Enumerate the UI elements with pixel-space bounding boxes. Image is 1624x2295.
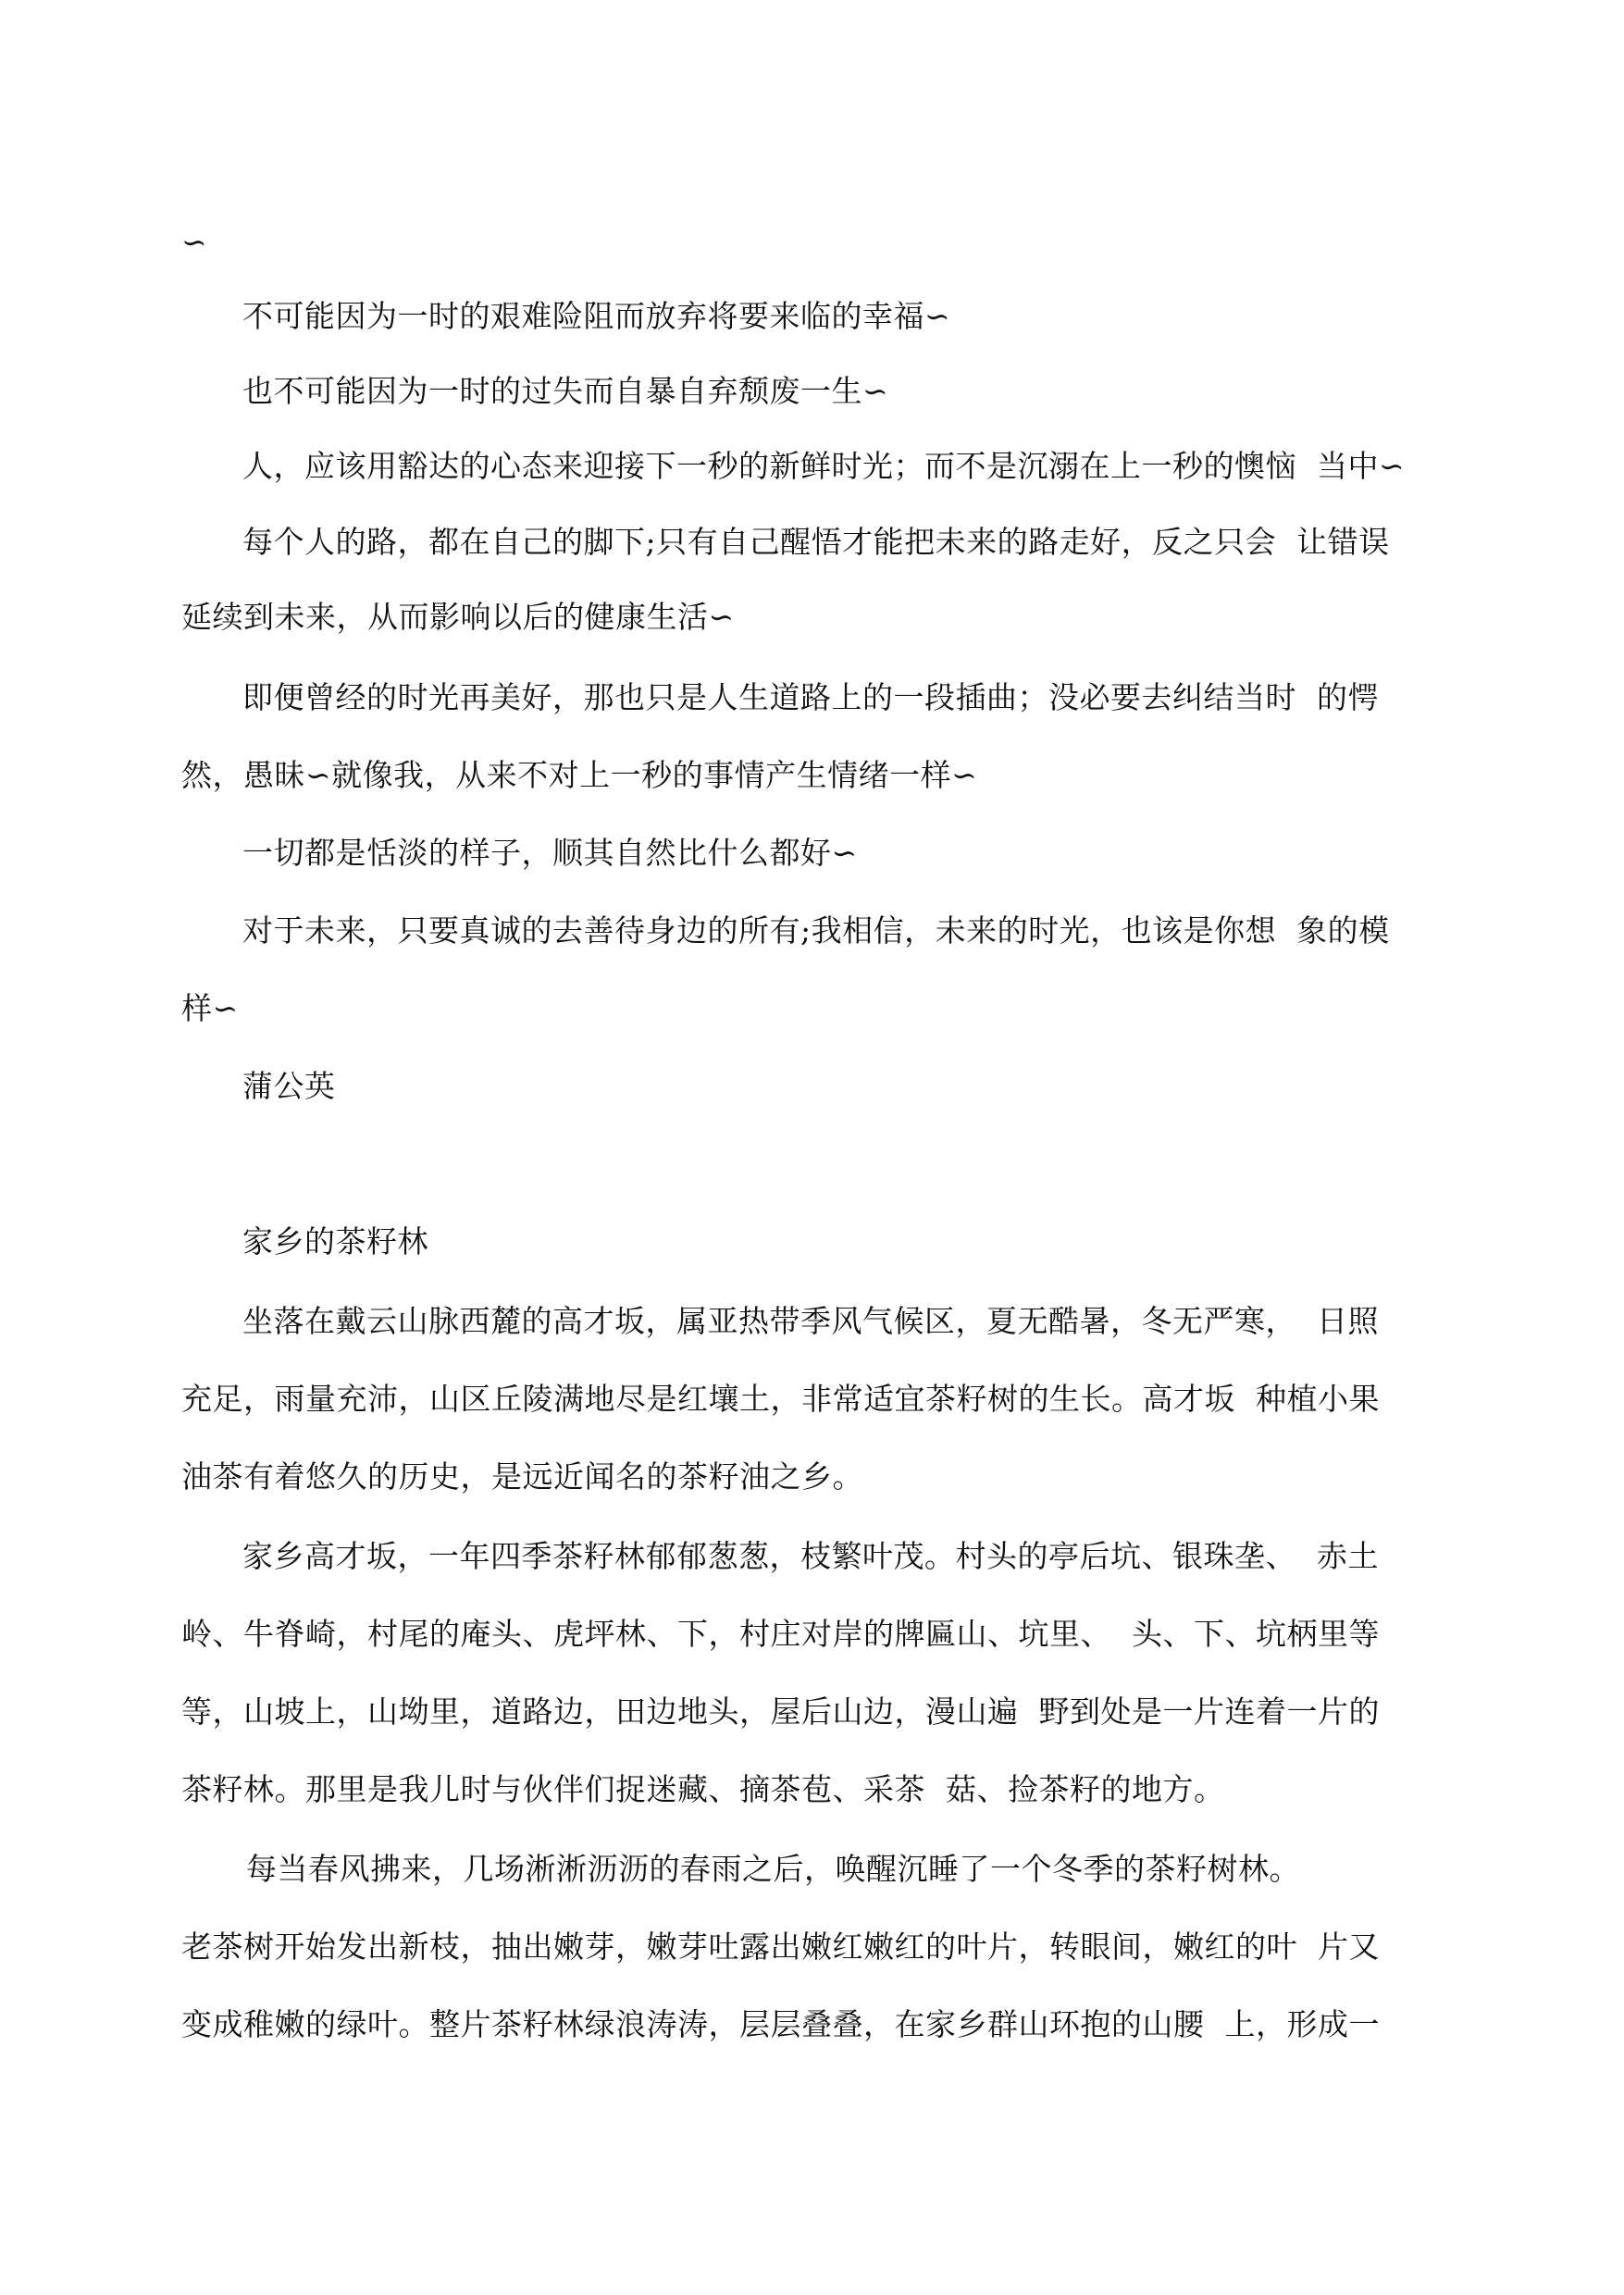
text-line: 变成稚嫩的绿叶。整片茶籽林绿浪涛涛，层层叠叠，在家乡群山环抱的山腰 上，形成一 [181, 2006, 1380, 2042]
text-line: 样∽ [181, 990, 239, 1026]
text-line: 家乡高才坂，一年四季茶籽林郁郁葱葱，枝繁叶茂。村头的亭后坑、银珠垄、 赤土 [242, 1538, 1379, 1574]
text-line: 延续到未来，从而影响以后的健康生活∽ [181, 599, 735, 635]
text-line: 坐落在戴云山脉西麓的高才坂，属亚热带季风气候区，夏无酷暑，冬无严寒， 日照 [242, 1303, 1379, 1339]
text-line: 每当春风拂来，几场淅淅沥沥的春雨之后，唤醒沉睡了一个冬季的茶籽树林。 [246, 1851, 1300, 1887]
text-line: 然，愚昧∽就像我，从来不对上一秒的事情产生情绪一样∽ [181, 757, 978, 793]
text-line: 茶籽林。那里是我儿时与伙伴们捉迷藏、摘茶苞、采茶 菇、捡茶籽的地方。 [181, 1771, 1225, 1807]
signature-line: 蒲公英 [242, 1068, 336, 1104]
text-line: 岭、牛脊崎，村尾的庵头、虎坪林、下，村庄对岸的牌匾山、坑里、 头、下、坑柄里等 [181, 1616, 1380, 1652]
text-line: 老茶树开始发出新枝，抽出嫩芽，嫩芽吐露出嫩红嫩红的叶片，转眼间，嫩红的叶 片又 [181, 1929, 1380, 1965]
text-line: 对于未来，只要真诚的去善待身边的所有;我相信，未来的时光，也该是你想 象的模 [242, 912, 1390, 949]
text-line: 人，应该用豁达的心态来迎接下一秒的新鲜时光；而不是沉溺在上一秒的懊恼 当中∽ [242, 448, 1406, 484]
text-line: 一切都是恬淡的样子，顺其自然比什么都好∽ [242, 835, 858, 871]
text-line: 即便曾经的时光再美好，那也只是人生道路上的一段插曲；没必要去纠结当时 的愕 [242, 679, 1379, 715]
text-line: 充足，雨量充沛，山区丘陵满地尽是红壤土，非常适宜茶籽树的生长。高才坂 种植小果 [181, 1381, 1380, 1417]
text-line: 不可能因为一时的艰难险阻而放弃将要来临的幸福∽ [242, 298, 951, 334]
section-title: 家乡的茶籽林 [242, 1223, 428, 1259]
text-line: 等，山坡上，山坳里，道路边，田边地头，屋后山边，漫山遍 野到处是一片连着一片的 [181, 1693, 1380, 1730]
text-line: 也不可能因为一时的过失而自暴自弃颓废一生∽ [242, 373, 889, 409]
text-line: 每个人的路，都在自己的脚下;只有自己醒悟才能把未来的路走好，反之只会 让错误 [242, 524, 1390, 560]
text-line: ∽ [181, 224, 208, 260]
text-line: 油茶有着悠久的历史，是远近闻名的茶籽油之乡。 [181, 1458, 863, 1495]
